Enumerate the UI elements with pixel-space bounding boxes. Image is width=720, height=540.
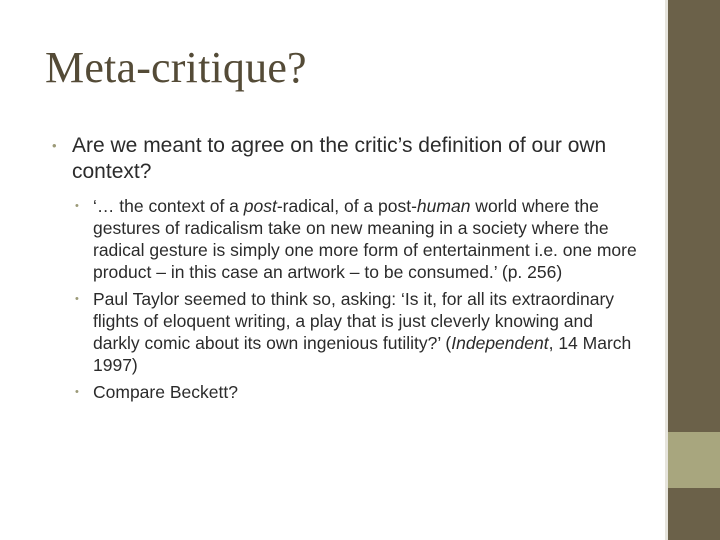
sub-bullet-list	[52, 195, 642, 403]
bullet-dot-icon: •	[75, 200, 79, 212]
bullet-dot-icon: •	[75, 293, 79, 305]
side-strip-dark-bottom	[668, 488, 720, 540]
slide-body	[52, 133, 642, 408]
text-run-italic: post	[243, 196, 277, 216]
text-run-italic: human	[416, 196, 471, 216]
sub-bullet-text	[93, 196, 637, 282]
sub-bullet-quote	[75, 195, 642, 283]
text-run: Paul Taylor seemed to think so, asking: ‘Is it, for all its extraordinary flights of eloquent writing, a play that is just cleverly knowing and darkly comic about its own ingenious futility?’ (	[93, 289, 615, 353]
text-run: , 14 March 1997)	[93, 333, 632, 375]
sub-bullet-taylor	[75, 288, 642, 376]
sub-bullet-beckett	[75, 381, 642, 403]
main-bullet	[52, 133, 642, 185]
sub-bullet-text: Compare Beckett?	[93, 382, 238, 402]
text-run: world where the gestures of radicalism take on new meaning in a society where the radical gesture is simply one more form of entertainment i.e. one more product – in this case an artwork – to be consumed.’ (p. 256)	[93, 196, 637, 282]
text-run-italic: Independent	[451, 333, 549, 353]
text-run: ‘… the context of a	[93, 196, 244, 216]
sub-bullet-text	[93, 289, 631, 375]
slide-title: Meta-critique?	[45, 43, 307, 92]
text-run: -radical, of a post-	[276, 196, 417, 216]
side-strip-dark-top	[668, 0, 720, 432]
bullet-dot-icon: •	[52, 138, 57, 153]
bullet-dot-icon: •	[75, 386, 79, 398]
main-bullet-text: Are we meant to agree on the critic’s definition of our own context?	[72, 134, 607, 183]
side-strip-accent	[668, 432, 720, 488]
